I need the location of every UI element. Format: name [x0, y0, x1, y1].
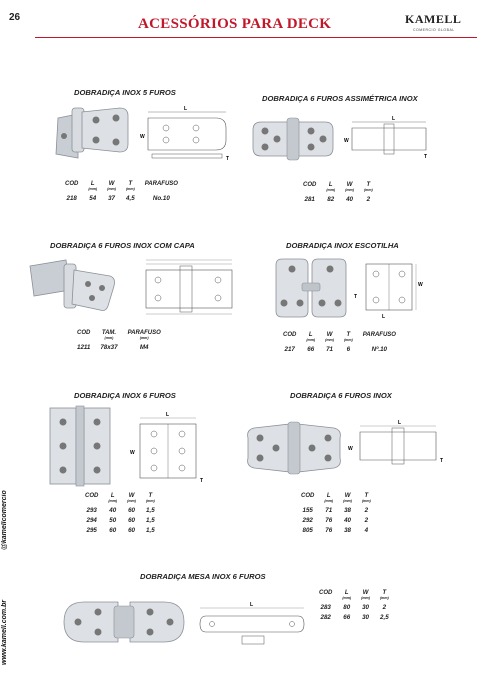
- table-cell: 217: [284, 346, 295, 353]
- table-cell: 1,5: [146, 527, 155, 534]
- table-cell: 40: [109, 507, 117, 514]
- table-row: [72, 341, 166, 351]
- table-cell: 60: [128, 517, 135, 524]
- table-row: [80, 514, 160, 524]
- spec-header: W (mm): [345, 182, 354, 192]
- spec-header: L (mm): [88, 181, 98, 191]
- spec-header: TAM. (mm): [101, 330, 117, 340]
- table-cell: 38: [344, 527, 351, 534]
- technical-drawing: [118, 256, 258, 321]
- spec-header: PARAFUSO: [144, 181, 178, 187]
- table-row: [298, 193, 378, 203]
- spec-table: [278, 332, 401, 353]
- table-row: [314, 601, 394, 611]
- spec-header: PARAFUSO: [362, 332, 396, 338]
- hinge-photo: [48, 100, 128, 160]
- table-row: [296, 514, 376, 524]
- table-cell: 293: [86, 507, 97, 514]
- spec-table: [72, 330, 166, 351]
- table-row: [60, 192, 183, 202]
- table-cell: 38: [344, 507, 351, 514]
- table-cell: 37: [108, 195, 115, 202]
- table-cell: 283: [320, 604, 331, 611]
- product-title: DOBRADIÇA INOX ESCOTILHA: [286, 241, 399, 250]
- table-cell: 2: [364, 517, 369, 524]
- dim-label-w: W: [418, 282, 423, 288]
- product-title: DOBRADIÇA 6 FUROS INOX: [290, 391, 392, 400]
- spec-header: COD: [319, 590, 333, 596]
- technical-drawing: [136, 106, 234, 165]
- dim-label-t: T: [440, 458, 444, 464]
- spec-header: L (mm): [108, 493, 118, 503]
- table-cell: 2: [382, 604, 387, 611]
- page-title: ACESSÓRIOS PARA DECK: [138, 16, 332, 32]
- technical-drawing: [348, 422, 448, 472]
- spec-header: W (mm): [107, 181, 116, 191]
- spec-header: T (mm): [361, 493, 371, 503]
- spec-header: COD: [77, 330, 91, 336]
- spec-table: [298, 182, 378, 203]
- table-cell: 2,5: [380, 614, 389, 621]
- table-cell: 295: [86, 527, 97, 534]
- table-cell: 66: [343, 614, 351, 621]
- kamell-logo: [405, 12, 467, 34]
- product-title: DOBRADIÇA INOX 5 FUROS: [74, 88, 176, 97]
- dim-label-t: T: [354, 294, 358, 300]
- dim-label-t: T: [200, 478, 204, 484]
- spec-header: W (mm): [325, 332, 334, 342]
- table-cell: 4,5: [126, 195, 135, 202]
- hinge-photo: [253, 114, 333, 164]
- table-cell: 50: [109, 517, 117, 524]
- table-cell: 6: [346, 346, 351, 353]
- spec-header: COD: [303, 182, 317, 188]
- dim-label-w: W: [130, 450, 135, 456]
- spec-header: COD: [85, 493, 99, 499]
- instagram-handle[interactable]: @kamellcomercio: [1, 490, 8, 550]
- table-cell: 805: [302, 527, 313, 534]
- product-title: DOBRADIÇA 6 FUROS INOX COM CAPA: [50, 241, 195, 250]
- dim-label-l: L: [398, 420, 402, 426]
- table-cell: 82: [327, 196, 335, 203]
- technical-drawing: [128, 414, 208, 484]
- table-cell: 76: [325, 517, 333, 524]
- table-cell: 30: [362, 604, 369, 611]
- spec-header: T (mm): [343, 332, 353, 342]
- spec-table: [314, 590, 394, 621]
- spec-header: T (mm): [363, 182, 373, 192]
- table-cell: 30: [362, 614, 369, 621]
- table-cell: 282: [320, 614, 331, 621]
- spec-table: [296, 493, 376, 534]
- dim-label-l: L: [250, 602, 254, 608]
- logo-text: KAMELL: [405, 12, 462, 26]
- product-title: DOBRADIÇA INOX 6 FUROS: [74, 391, 176, 400]
- logo-subtitle: COMERCIO GLOBAL: [413, 28, 455, 32]
- dim-label-l: L: [184, 106, 188, 112]
- table-cell: 1,5: [146, 507, 155, 514]
- table-row: [296, 524, 376, 534]
- table-cell: 78x37: [100, 344, 118, 351]
- spec-header: W (mm): [127, 493, 136, 503]
- table-cell: 66: [307, 346, 315, 353]
- dim-label-t: T: [226, 156, 230, 162]
- spec-header: W (mm): [343, 493, 352, 503]
- dim-label-w: W: [140, 134, 145, 140]
- table-cell: Nº.10: [371, 346, 388, 353]
- table-cell: 71: [325, 507, 333, 514]
- spec-header: L (mm): [306, 332, 316, 342]
- spec-header: T (mm): [125, 181, 135, 191]
- table-cell: 60: [128, 527, 135, 534]
- spec-header: W (mm): [361, 590, 370, 600]
- hinge-photo: [28, 256, 116, 316]
- table-cell: 54: [89, 195, 97, 202]
- technical-drawing: [352, 258, 424, 318]
- table-cell: 71: [326, 346, 333, 353]
- hinge-photo: [244, 418, 344, 478]
- table-cell: 60: [109, 527, 117, 534]
- table-cell: M4: [139, 344, 149, 351]
- spec-header: COD: [283, 332, 297, 338]
- table-row: [80, 504, 160, 514]
- table-cell: 1,5: [146, 517, 155, 524]
- table-cell: 40: [344, 517, 351, 524]
- table-cell: 60: [128, 507, 135, 514]
- product-title: DOBRADIÇA MESA INOX 6 FUROS: [140, 572, 266, 581]
- header-rule: [35, 37, 477, 38]
- spec-header: COD: [65, 181, 79, 187]
- spec-header: COD: [301, 493, 315, 499]
- dim-label-w: W: [344, 138, 349, 144]
- table-cell: 4: [364, 527, 369, 534]
- table-cell: 2: [364, 507, 369, 514]
- spec-header: PARAFUSO (mm): [127, 330, 161, 340]
- spec-header: L (mm): [342, 590, 352, 600]
- table-row: [278, 343, 401, 353]
- table-cell: 281: [304, 196, 315, 203]
- table-cell: 294: [86, 517, 97, 524]
- hinge-photo: [272, 255, 352, 319]
- hinge-photo: [62, 598, 186, 646]
- dim-label-l: L: [166, 412, 170, 418]
- table-cell: 155: [302, 507, 313, 514]
- dim-label-l: L: [392, 116, 396, 122]
- technical-drawing: [192, 602, 312, 652]
- technical-drawing: [344, 118, 434, 163]
- dim-label-l: L: [382, 314, 386, 320]
- dim-label-w: W: [348, 446, 353, 452]
- table-cell: 292: [302, 517, 313, 524]
- table-row: [314, 611, 394, 621]
- dim-label-t: T: [424, 154, 428, 160]
- table-cell: No.10: [152, 195, 170, 202]
- table-cell: 76: [325, 527, 333, 534]
- table-cell: 1211: [77, 344, 91, 351]
- table-cell: 80: [343, 604, 351, 611]
- spec-table: [80, 493, 160, 534]
- table-row: [80, 524, 160, 534]
- spec-header: T (mm): [379, 590, 389, 600]
- hinge-photo: [46, 406, 118, 486]
- spec-table: [60, 181, 183, 202]
- spec-header: T (mm): [145, 493, 155, 503]
- table-row: [296, 504, 376, 514]
- website-link[interactable]: www.kamell.com.br: [1, 599, 8, 665]
- page-number: 26: [9, 12, 21, 23]
- spec-header: L (mm): [324, 493, 334, 503]
- spec-header: L (mm): [326, 182, 336, 192]
- table-cell: 2: [366, 196, 371, 203]
- table-cell: 218: [66, 195, 77, 202]
- table-cell: 40: [346, 196, 353, 203]
- product-title: DOBRADIÇA 6 FUROS ASSIMÉTRICA INOX: [262, 94, 418, 103]
